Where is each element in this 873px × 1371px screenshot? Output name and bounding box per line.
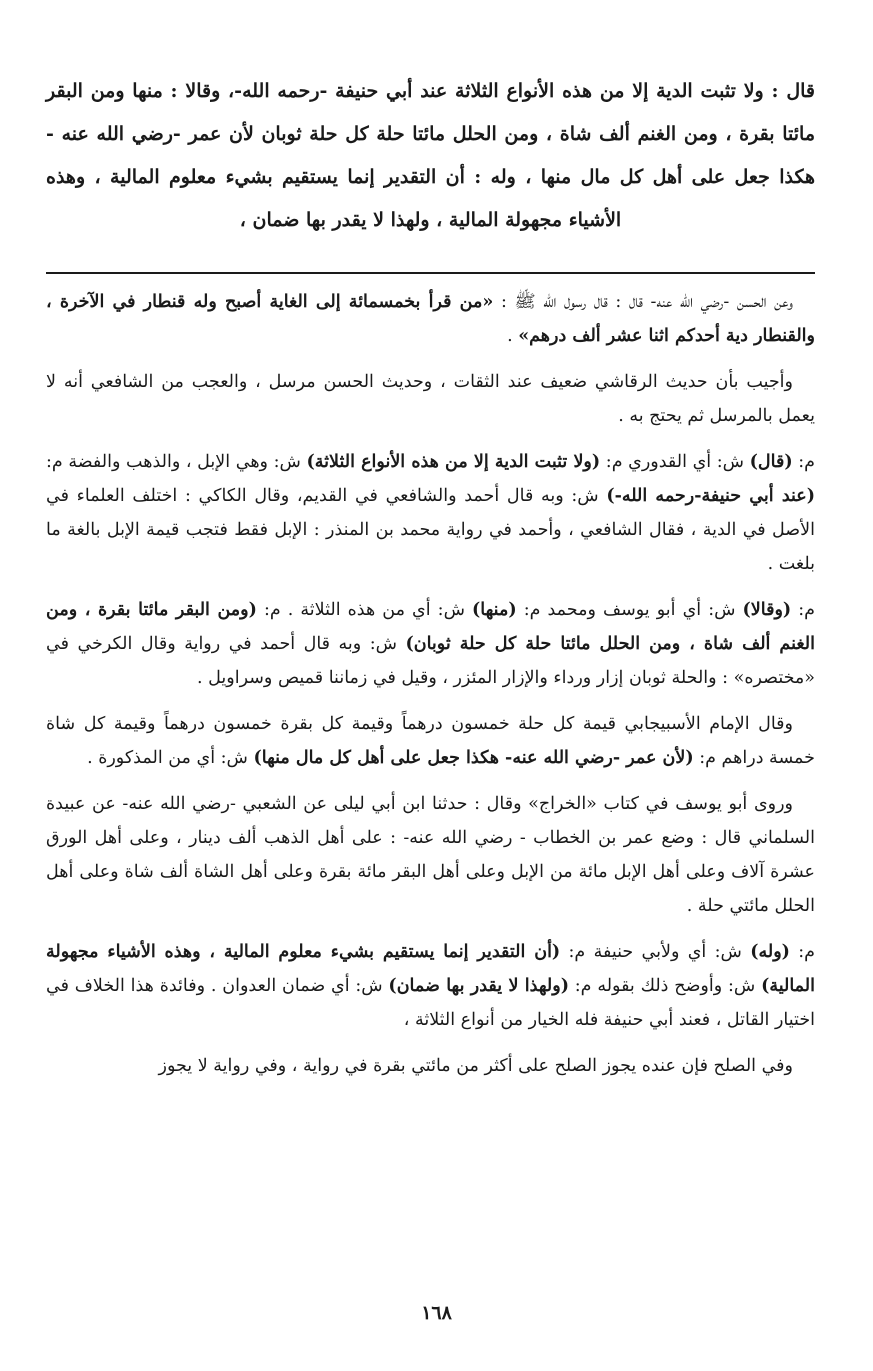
commentary-paragraph (46, 285, 815, 353)
matn-quote: (أن التقدير إنما يستقيم بشيء معلوم المالية ، وهذه الأشياء مجهولة المالية) (46, 942, 815, 996)
matn-quote: (وله) (750, 942, 790, 962)
commentary-paragraph (46, 787, 815, 923)
plain-text: ش: وبه قال أحمد والشافعي في القديم، وقال الكاكي : اختلف العلماء في الأصل في الدية ، فقال الشافعي ، وأحمد في رواية محمد بن المنذر : الإبل فقط فتجب قيمة الإبل بالغة ما بلغت . (46, 486, 815, 574)
matn-quote: (ومن البقر مائتا بقرة ، ومن الغنم ألف شاة ، ومن الحلل مائتا حلة كل حلة ثوبان) (46, 600, 815, 654)
matn-quote: (عند أبي حنيفة-رحمه الله-) (606, 486, 816, 506)
main-text: قال : ولا تثبت الدية إلا من هذه الأنواع الثلاثة عند أبي حنيفة -رحمه الله-، وقالا : منها ومن البقر مائتا بقرة ، ومن الغنم ألف شاة ، ومن الحلل مائتا حلة كل حلة ثوبان لأن عمر -رضي الله عنه - هكذا جعل على أهل كل مال منها ، وله : أن التقدير إنما يستقيم بشيء معلوم المالية ، وهذه الأشياء مجهولة المالية ، ولهذا لا يقدر بها ضمان ، (46, 80, 815, 231)
matn-quote: (منها) (472, 600, 517, 620)
commentary-paragraph (46, 1049, 815, 1083)
plain-text: وقال الإمام الأسبيجابي قيمة كل حلة خمسون درهماً وقيمة كل بقرة خمسون درهماً وقيمة كل شاة خمسة دراهم م: (46, 714, 815, 768)
matn-quote: (وقالا) (742, 600, 792, 620)
plain-text: م: (791, 600, 816, 620)
plain-text: . (507, 326, 519, 346)
plain-text: وأجيب بأن حديث الرقاشي ضعيف عند الثقات ، وحديث الحسن مرسل ، والعجب من الشافعي أنه لا يعمل بالمرسل ثم يحتج به . (46, 372, 815, 426)
matn-quote: (ولهذا لا يقدر بها ضمان) (388, 976, 569, 996)
commentary-paragraph (46, 935, 815, 1037)
quoted-hadith: «من قرأ بخمسمائة إلى الغاية أصبح وله قنطار في الآخرة ، والقنطار دية أحدكم اثنا عشر ألف درهم» (46, 292, 815, 346)
commentary (46, 285, 815, 1095)
matn-quote: (ولا تثبت الدية إلا من هذه الأنواع الثلاثة) (306, 452, 601, 472)
commentary-paragraph (46, 365, 815, 433)
plain-text: ش: أي أبو يوسف ومحمد م: (516, 600, 743, 620)
divider-line (46, 272, 815, 274)
commentary-paragraph (46, 445, 815, 581)
plain-text: وفي الصلح فإن عنده يجوز الصلح على أكثر من مائتي بقرة في رواية ، وفي رواية لا يجوز (158, 1056, 793, 1076)
plain-text: ش: وبه قال أحمد في رواية وقال الكرخي في «مختصره» : والحلة ثوبان إزار ورداء والإزار المئزر ، وقيل في زماننا قميص وسراويل . (46, 634, 815, 688)
plain-text: ش: أي ضمان العدوان . وفائدة هذا الخلاف في اختيار القاتل ، فعند أبي حنيفة فله الخيار من أنواع الثلاثة ، (46, 976, 815, 1030)
matn-quote: (لأن عمر -رضي الله عنه- هكذا جعل على أهل كل مال منها) (253, 748, 694, 768)
plain-text: ش: أي القدوري م: (600, 452, 750, 472)
plain-text: ش: أي من المذكورة . (87, 748, 254, 768)
commentary-paragraph (46, 707, 815, 775)
page-number: ١٦٨ (421, 1302, 452, 1324)
plain-text: ش: وأوضح ذلك بقوله م: (568, 976, 762, 996)
commentary-paragraph (46, 593, 815, 695)
plain-text: ش: أي من هذه الثلاثة . م: (256, 600, 472, 620)
plain-text: م: (792, 452, 815, 472)
plain-text: وعن الحسن -رضي الله عنه- قال : قال رسول الله ﷺ : (493, 292, 794, 312)
plain-text: ش: أي ولأبي حنيفة م: (560, 942, 751, 962)
plain-text: وروى أبو يوسف في كتاب «الخراج» وقال : حدثنا ابن أبي ليلى عن الشعبي -رضي الله عنه- عن عبيدة السلماني قال : وضع عمر بن الخطاب - رضي الله عنه- : على أهل الذهب ألف دينار ، وعلى أهل الورق عشرة آلاف وعلى أهل الإبل مائة من الإبل وعلى أهل البقر مائة بقرة وعلى أهل الشاة ألف شاة وعلى أهل الحلل مائتي حلة . (46, 794, 815, 916)
matn-quote: (قال) (749, 452, 793, 472)
plain-text: م: (789, 942, 815, 962)
plain-text: ش: وهي الإبل ، والذهب والفضة م: (46, 452, 307, 472)
